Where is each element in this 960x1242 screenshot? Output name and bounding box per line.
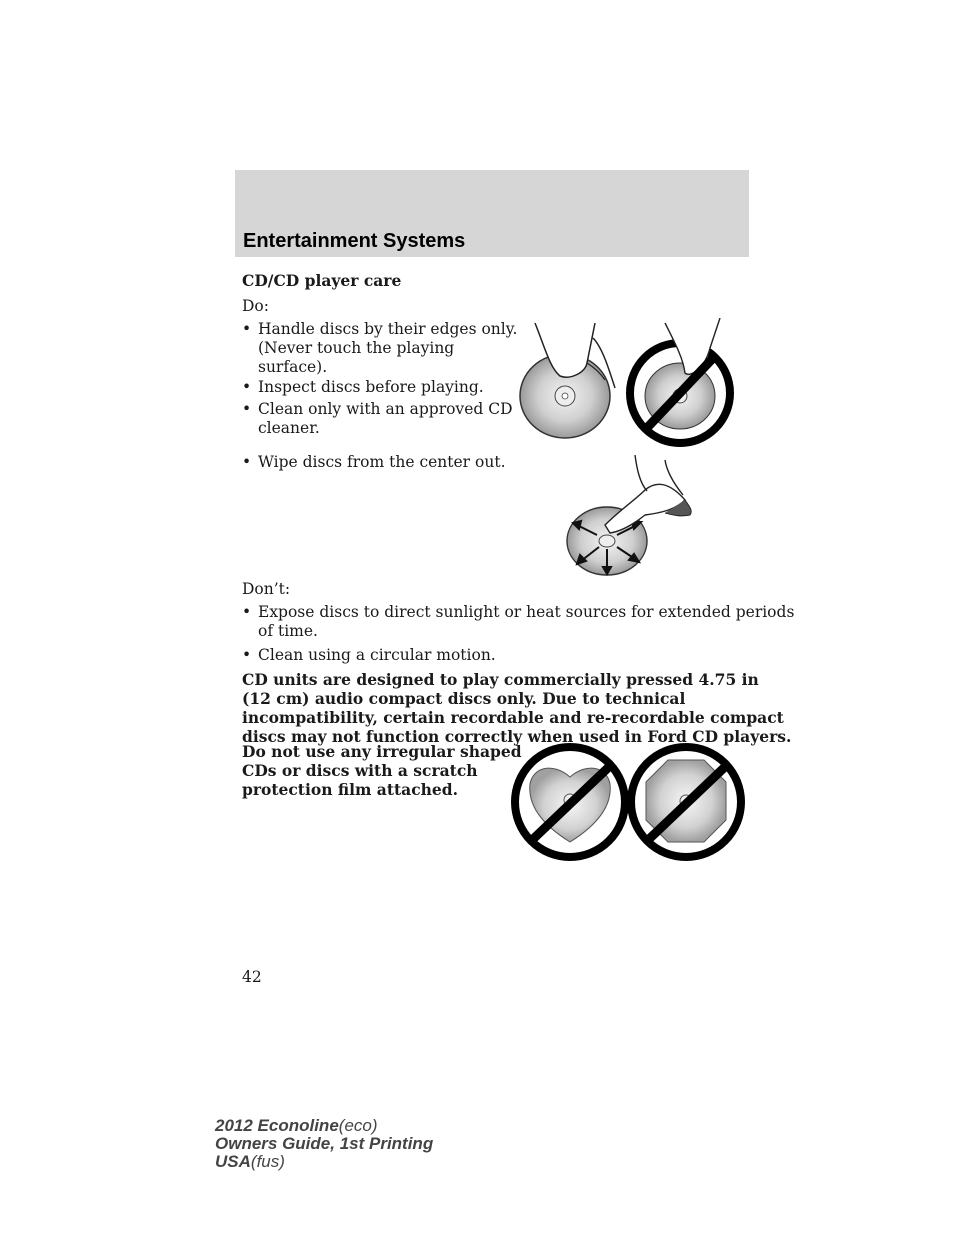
dont-label: Don’t: (242, 580, 291, 598)
do-item-line: (Never touch the playing (258, 339, 455, 357)
warning-line: protection film attached. (242, 780, 459, 799)
notice-line: incompatibility, certain recordable and re-recordable compact (242, 708, 784, 727)
dont-item-line: Clean using a circular motion. (258, 646, 496, 664)
disc-compatibility-notice (242, 670, 791, 746)
irregular-discs-illustration (508, 742, 748, 862)
do-item-line: cleaner. (258, 419, 320, 437)
manual-page: Entertainment Systems CD/CD player care Do: • Handle discs by their edges only. (Never touch the playing surface). • Inspect discs before playing. • Clean only with an approved CD cleaner. • Wipe discs from the center out. Don’t: • Expose discs to direct sunlight or heat sources for extended periods of time. • Clean using a circular motion. CD units are designed to play commercially pressed 4.75 in (12 cm) audio compact discs only. Due to technical incompatibility, certain recordable and re-recordable compact discs may not function correctly when used in Ford CD players. Do not use any irregular shaped CDs or discs with a scratch protection film attached. 42 2012 Econoline(eco) Owners Guide, 1st Printing USA(fus) (0, 0, 960, 1242)
section-heading: CD/CD player care (242, 271, 402, 290)
footer-market: USA (215, 1152, 251, 1171)
do-item-line: Clean only with an approved CD (258, 400, 513, 418)
footer-model: 2012 Econoline (215, 1116, 339, 1135)
do-item-line: Wipe discs from the center out. (258, 453, 506, 471)
section-header (235, 170, 749, 257)
dont-item-line: Expose discs to direct sunlight or heat sources for extended periods (258, 603, 795, 621)
section-title: Entertainment Systems (243, 230, 466, 252)
warning-line: Do not use any irregular shaped (242, 742, 522, 761)
do-item-line: surface). (258, 358, 328, 376)
irregular-disc-warning (242, 742, 522, 799)
footer-market-code: (fus) (250, 1152, 285, 1171)
do-item-line: Inspect discs before playing. (258, 378, 484, 396)
handle-disc-illustration (515, 318, 755, 448)
do-item-line: Handle discs by their edges only. (258, 320, 518, 338)
document-footer (215, 1117, 433, 1171)
notice-line: (12 cm) audio compact discs only. Due to technical (242, 689, 686, 708)
footer-model-code: (eco) (338, 1116, 378, 1135)
footer-guide: Owners Guide, 1st Printing (215, 1134, 434, 1153)
notice-line: discs may not function correctly when used in Ford CD players. (242, 727, 792, 746)
warning-line: CDs or discs with a scratch (242, 761, 478, 780)
do-label: Do: (242, 297, 269, 315)
dont-item-line: of time. (258, 622, 318, 640)
notice-line: CD units are designed to play commercially pressed 4.75 in (242, 670, 759, 689)
page-number: 42 (242, 968, 262, 986)
wipe-disc-illustration (565, 455, 700, 580)
